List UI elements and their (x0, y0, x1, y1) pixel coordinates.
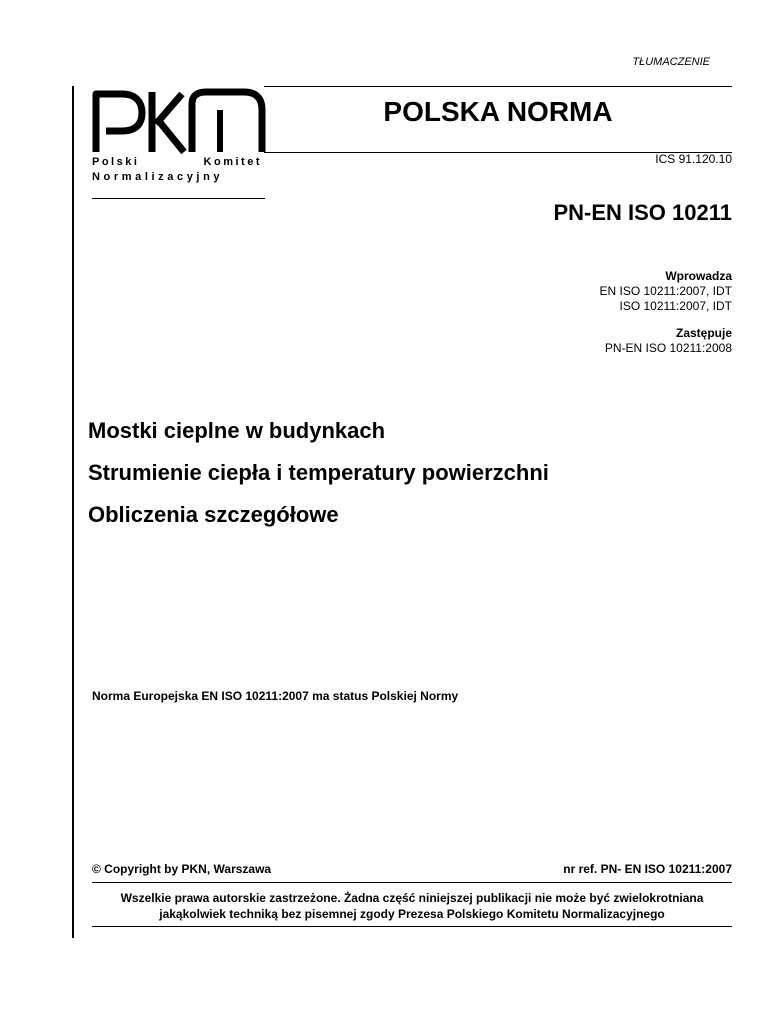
header-top-rule (264, 86, 732, 87)
rights-statement (92, 890, 732, 922)
document-title-line: Mostki cieplne w budynkach (88, 418, 386, 443)
org-name-line2: Normalizacyjny (92, 171, 224, 183)
translation-label: TŁUMACZENIE (632, 56, 710, 68)
standard-number: PN-EN ISO 10211 (553, 200, 732, 225)
norm-type-heading: POLSKA NORMA (383, 96, 613, 127)
status-note: Norma Europejska EN ISO 10211:2007 ma status Polskiej Normy (92, 689, 459, 703)
replaces-label: Zastępuje (675, 326, 732, 340)
replaces-value: PN-EN ISO 10211:2008 (604, 341, 732, 355)
ics-code: ICS 91.120.10 (655, 152, 732, 166)
introduces-item: ISO 10211:2007, IDT (619, 299, 732, 313)
footer-bottom-rule (92, 926, 732, 927)
pkn-logo (92, 88, 266, 154)
document-title-line: Obliczenia szczegółowe (88, 502, 339, 527)
left-margin-rule (72, 86, 74, 938)
rights-line: jakąkolwiek techniką bez pisemnej zgody Prezesa Polskiego Komitetu Normalizacyjnego (159, 907, 665, 921)
reference-number: nr ref. PN- EN ISO 10211:2007 (563, 862, 732, 876)
rights-line: Wszelkie prawa autorskie zastrzeżone. Żadna część niniejszej publikacji nie może być zwielokrotniana (120, 891, 704, 905)
org-name-word-2: Komitet (203, 156, 262, 168)
logo-underline-rule (92, 198, 265, 199)
footer-top-rule (92, 882, 732, 883)
org-name-line1 (92, 156, 262, 168)
org-name-word-1: Polski (92, 156, 140, 168)
introduces-label: Wprowadza (665, 269, 732, 283)
document-title-line: Strumienie ciepła i temperatury powierzchni (88, 460, 549, 485)
introduces-item: EN ISO 10211:2007, IDT (599, 284, 732, 298)
copyright-notice: © Copyright by PKN, Warszawa (92, 862, 272, 876)
